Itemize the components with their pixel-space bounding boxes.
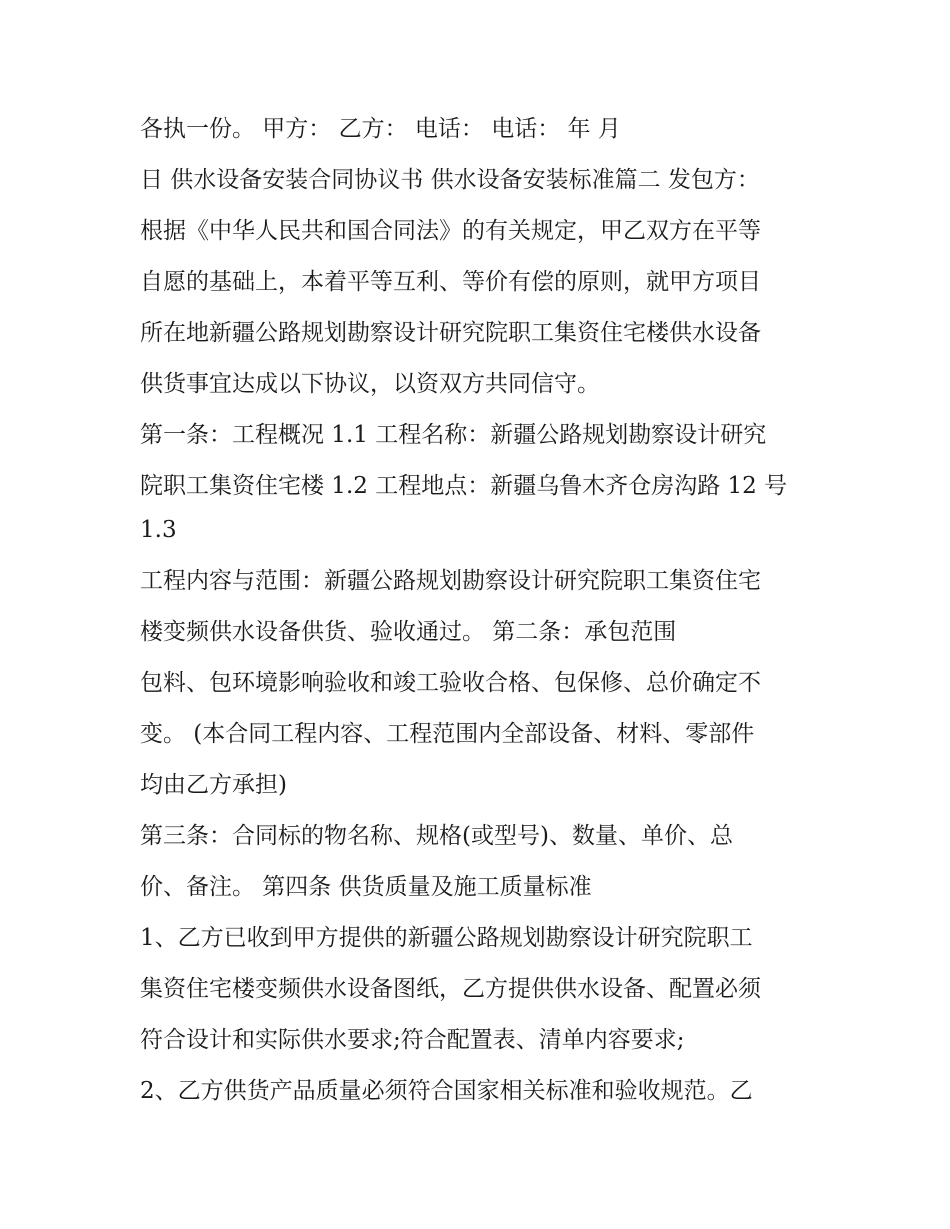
text-line: 供货事宜达成以下协议，以资双方共同信守。 <box>140 371 600 397</box>
text-line: 楼变频供水设备供货、验收通过。 第二条：承包范围 <box>140 619 677 645</box>
text-line: 2、乙方供货产品质量必须符合国家相关标准和验收规范。乙 <box>140 1078 753 1104</box>
text-line: 符合设计和实际供水要求;符合配置表、清单内容要求; <box>140 1027 685 1053</box>
text-line: 院职工集资住宅楼 1.2 工程地点：新疆乌鲁木齐仓房沟路 12 号 <box>140 473 788 499</box>
text-line: 所在地新疆公路规划勘察设计研究院职工集资住宅楼供水设备 <box>140 320 761 346</box>
text-line: 各执一份。 甲方： 乙方： 电话： 电话： 年 月 <box>140 116 621 142</box>
text-line: 1、乙方已收到甲方提供的新疆公路规划勘察设计研究院职工 <box>140 925 753 951</box>
text-line: 第一条：工程概况 1.1 工程名称：新疆公路规划勘察设计研究 <box>140 422 767 448</box>
text-line: 工程内容与范围：新疆公路规划勘察设计研究院职工集资住宅 <box>140 568 761 594</box>
text-line: 自愿的基础上，本着平等互利、等价有偿的原则，就甲方项目 <box>140 269 761 295</box>
text-line: 集资住宅楼变频供水设备图纸，乙方提供供水设备、配置必须 <box>140 976 761 1002</box>
text-line: 价、备注。 第四条 供货质量及施工质量标准 <box>140 874 592 900</box>
text-line: 均由乙方承担) <box>140 772 287 798</box>
text-line: 日 供水设备安装合同协议书 供水设备安装标准篇二 发包方： <box>140 167 760 193</box>
text-line: 第三条：合同标的物名称、规格(或型号)、数量、单价、总 <box>140 823 733 849</box>
text-line: 1.3 <box>140 517 177 543</box>
text-line: 变。 (本合同工程内容、工程范围内全部设备、材料、零部件 <box>140 721 755 747</box>
text-line: 根据《中华人民共和国合同法》的有关规定，甲乙双方在平等 <box>140 218 761 244</box>
text-line: 包料、包环境影响验收和竣工验收合格、包保修、总价确定不 <box>140 670 761 696</box>
